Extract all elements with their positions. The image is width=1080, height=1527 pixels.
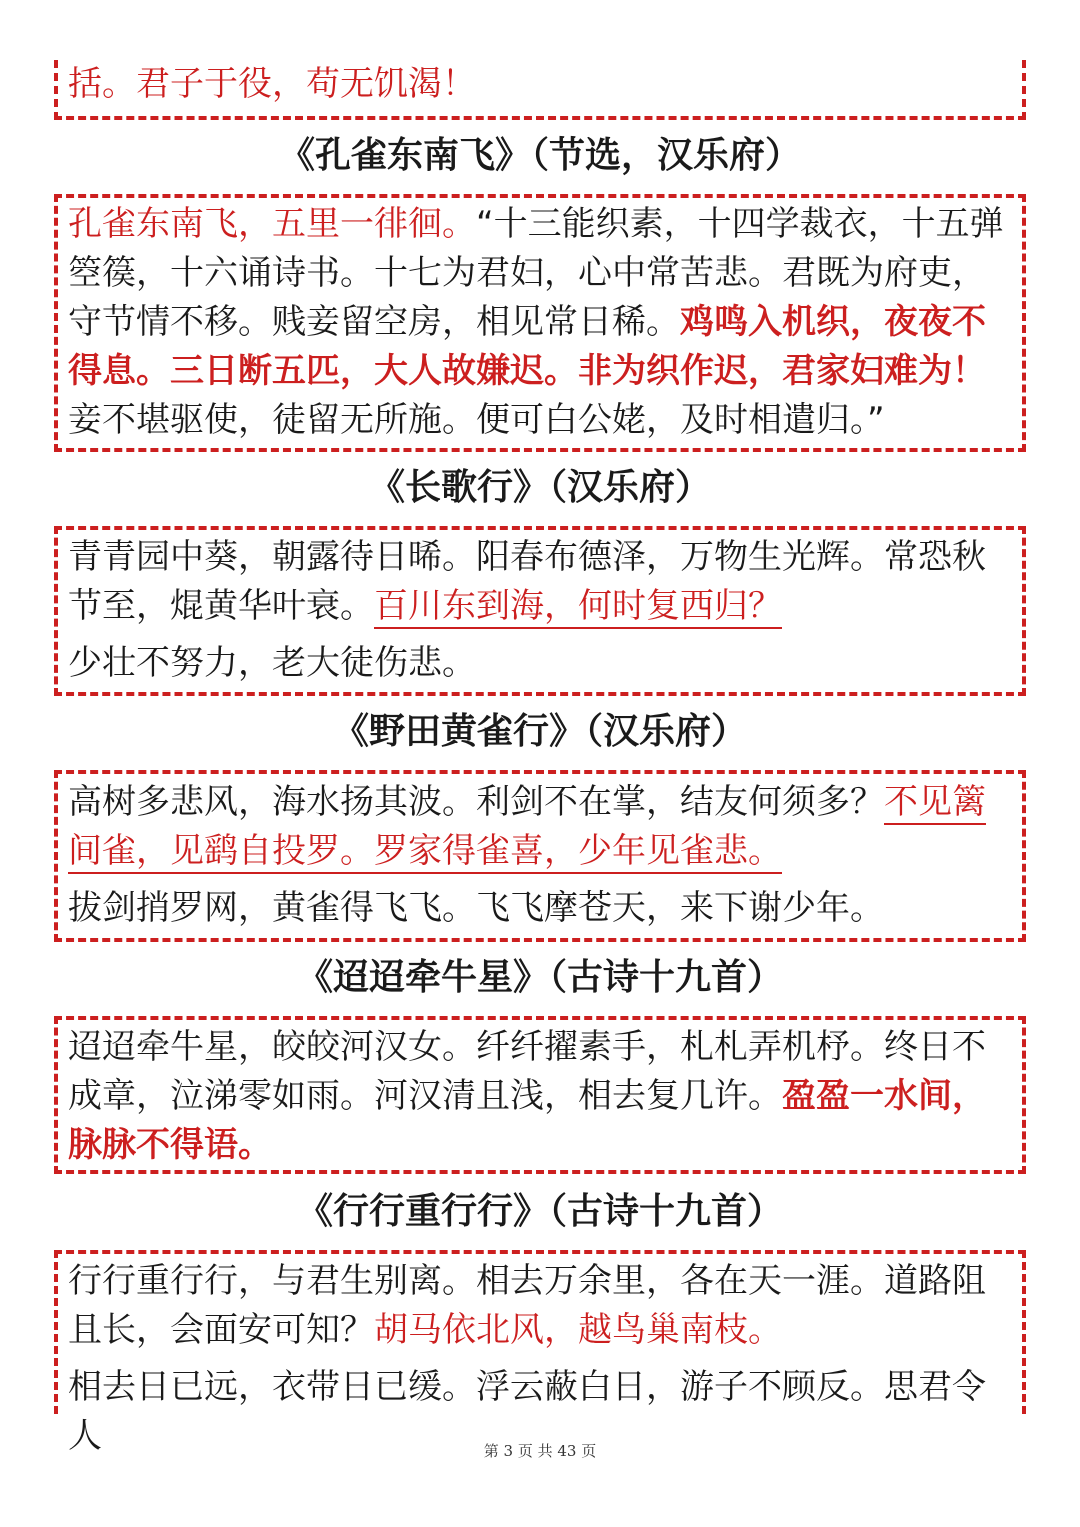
poem-title: 《长歌行》（汉乐府）: [368, 467, 711, 508]
poem-text: 迢迢牵牛星，皎皎河汉女。纤纤擢素手，札札弄机杼。终日不成章，泣涕零如雨。河汉清且浅，相去复几许。: [68, 1027, 986, 1116]
highlight-text: 孔雀东南飞，五里一徘徊。: [68, 204, 476, 244]
poem-line: [68, 60, 1012, 109]
highlight-text: 括。君子于役，苟无饥渴！: [68, 64, 476, 104]
poem-text: 少壮不努力，老大徒伤悲。: [68, 643, 476, 683]
poem-title: 《孔雀东南飞》（节选，汉乐府）: [278, 135, 801, 176]
poem-text: “十三能织素，十四学裁衣，十五弹箜篌，十六诵诗书。十七为君妇，心中常苦悲。君既为府吏，守节情不移。贱妾留空房，相见常日稀。: [68, 204, 1004, 342]
poem-title: 《迢迢牵牛星》（古诗十九首）: [296, 957, 783, 998]
poem-text: 相去日已远，衣带日已缓。浮云蔽白日，游子不顾反。思君令人: [68, 1367, 986, 1456]
highlight-bold-text: 鸡鸣入机织，夜夜不得息。三日断五匹，大人故嫌迟。非为织作迟，君家妇难为！: [68, 302, 986, 391]
poem-box: [54, 770, 1026, 942]
poem-body: [68, 639, 1012, 688]
highlight-bold-text: 盈盈一水间，脉脉不得语。: [68, 1076, 986, 1165]
poem-box: [54, 194, 1026, 452]
poem-body: [68, 1257, 1012, 1355]
poem-text: 行行重行行，与君生别离。相去万余里，各在天一涯。道路阻且长，会面安可知？: [68, 1261, 986, 1350]
poem-body: [68, 200, 1012, 445]
poem-title: 《野田黄雀行》（汉乐府）: [332, 711, 747, 752]
poem-text: 妾不堪驱使，徒留无所施。便可白公姥，及时相遣归。”: [68, 400, 885, 440]
poem-body: [68, 884, 1012, 933]
poem-body: [68, 1023, 1012, 1170]
poem-body: [68, 533, 1012, 631]
poem-text: 高树多悲风，海水扬其波。利剑不在掌，结友何须多？: [68, 782, 884, 822]
page-number: 第 3 页 共 43 页: [483, 1442, 597, 1460]
poem-body: [68, 778, 1012, 876]
underlined-highlight-text: 不见篱间雀，见鹞自投罗。罗家得雀喜，少年见雀悲。: [68, 782, 986, 874]
poem-text: 青青园中葵，朝露待日晞。阳春布德泽，万物生光辉。常恐秋节至，焜黄华叶衰。: [68, 537, 986, 626]
poem-title: 《行行重行行》（古诗十九首）: [296, 1191, 783, 1232]
poem-text: 拔剑捎罗网，黄雀得飞飞。飞飞摩苍天，来下谢少年。: [68, 888, 884, 928]
highlight-text: 胡马依北风，越鸟巢南枝。: [374, 1310, 782, 1350]
poem-box: [54, 526, 1026, 696]
poem-box: [54, 1016, 1026, 1174]
underlined-highlight-text: 百川东到海，何时复西归？: [374, 586, 782, 629]
poem-box-continuation: [54, 60, 1026, 120]
